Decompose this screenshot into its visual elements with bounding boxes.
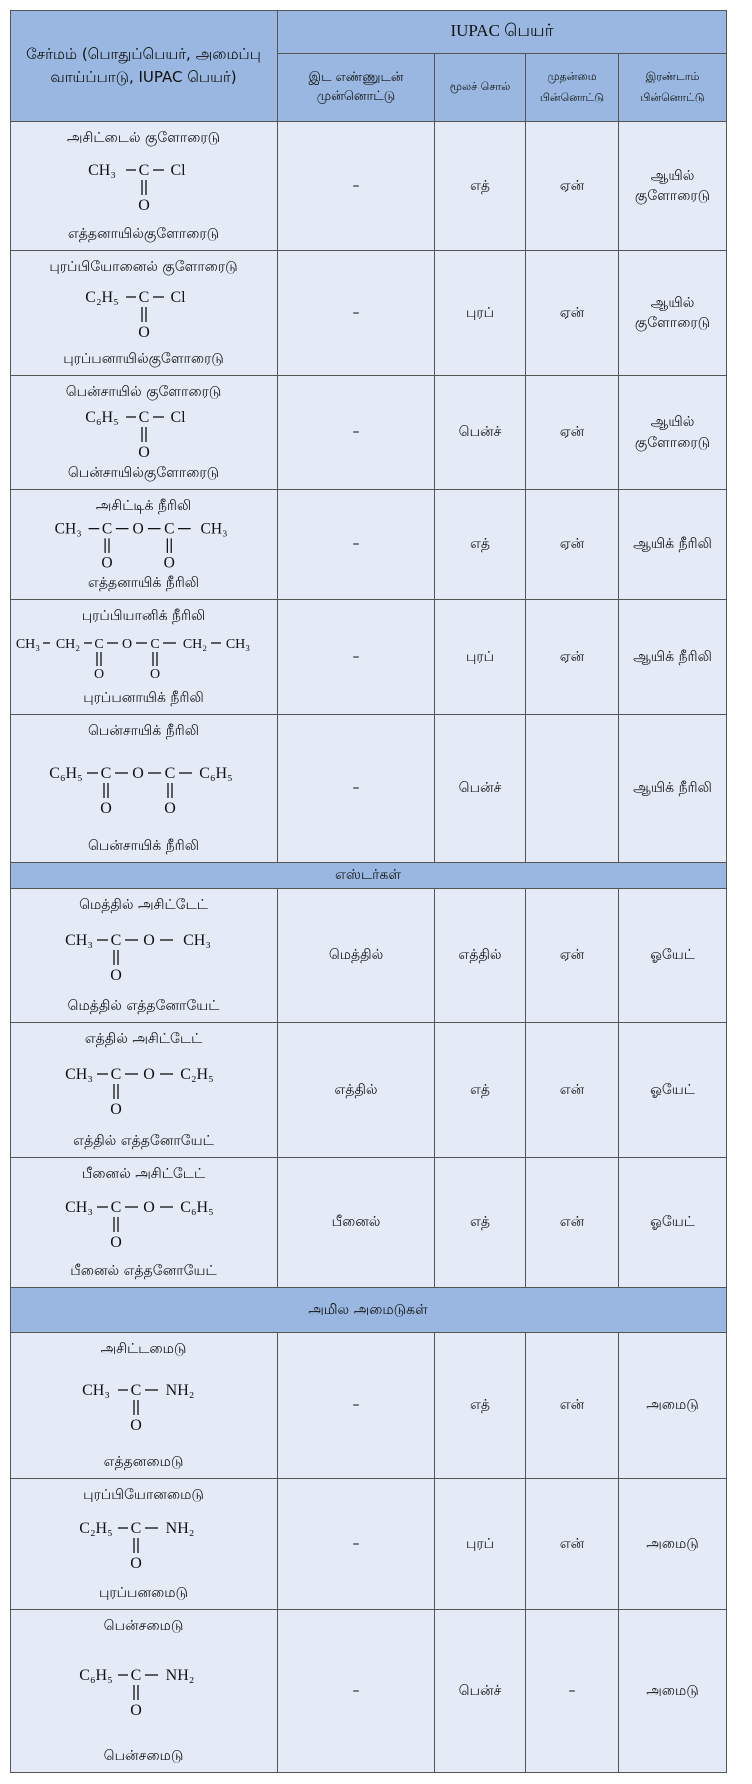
substituent-group: C₆H₅ bbox=[198, 764, 233, 782]
primary-suffix-cell: என் bbox=[526, 1158, 619, 1288]
primary-suffix-cell: என் bbox=[526, 1333, 619, 1479]
common-name: புரப்பியானிக் நீரிலி bbox=[81, 608, 206, 624]
secondary-suffix-cell: ஆயிக் நீரிலி bbox=[619, 600, 727, 715]
substituent-group: C₂H₅ bbox=[84, 289, 119, 306]
root-word-cell: பென்ச் bbox=[435, 1610, 526, 1773]
header-primary-suffix: முதன்மை பின்னொட்டு bbox=[526, 54, 619, 122]
prefix-cell: – bbox=[278, 1610, 435, 1773]
iupac-name: எத்தனாயில்குளோரைடு bbox=[67, 225, 220, 242]
compound-cell bbox=[10, 1158, 278, 1288]
chlorine-atom: Cl bbox=[169, 289, 186, 306]
iupac-name: எத்தில் எத்தனோயேட் bbox=[73, 1132, 214, 1149]
secondary-suffix-cell: ஆயில் குளோரைடு bbox=[619, 376, 727, 490]
header-prefix: இட எண்ணுடன் முன்னொட்டு bbox=[278, 54, 435, 122]
compound-cell bbox=[10, 251, 278, 376]
primary-suffix-cell: ஏன் bbox=[526, 251, 619, 376]
iupac-name: புரப்பனாயில்குளோரைடு bbox=[63, 350, 224, 367]
compound-cell bbox=[10, 1479, 278, 1610]
compound-cell bbox=[10, 600, 278, 715]
structural-formula bbox=[74, 1377, 214, 1435]
compound-cell bbox=[10, 889, 278, 1023]
prefix-cell: பீனைல் bbox=[278, 1158, 435, 1288]
carbon-atom: C bbox=[130, 1667, 141, 1684]
structural-formula bbox=[74, 284, 214, 342]
primary-suffix-cell: என் bbox=[526, 1023, 619, 1158]
oxygen-atom: O bbox=[137, 443, 150, 461]
oxygen-atom: O bbox=[132, 520, 144, 538]
root-word-cell: பென்ச் bbox=[435, 376, 526, 490]
amino-group: NH₂ bbox=[165, 1667, 194, 1684]
oxygen-atom: O bbox=[109, 966, 122, 984]
common-name: பென்சாயிக் நீரிலி bbox=[87, 723, 200, 739]
common-name: மெத்தில் அசிட்டேட் bbox=[79, 897, 208, 913]
oxygen-atom: O bbox=[142, 1066, 155, 1083]
prefix-cell: – bbox=[278, 1479, 435, 1610]
prefix-cell: – bbox=[278, 490, 435, 600]
common-name: எத்தில் அசிட்டேட் bbox=[84, 1031, 203, 1047]
common-name: புரப்பியோனைல் குளோரைடு bbox=[49, 259, 238, 275]
structural-formula bbox=[74, 1515, 214, 1573]
structural-formula bbox=[74, 404, 214, 462]
structural-formula bbox=[59, 1194, 229, 1252]
substituent-group: C₆H₅ bbox=[78, 1667, 113, 1684]
compound-cell bbox=[10, 1023, 278, 1158]
prefix-cell: மெத்தில் bbox=[278, 889, 435, 1023]
iupac-name: பென்சமைடு bbox=[103, 1747, 184, 1764]
secondary-suffix-cell: ஆயிக் நீரிலி bbox=[619, 490, 727, 600]
carbon-atom: C bbox=[110, 931, 121, 949]
oxygen-atom: O bbox=[109, 1233, 122, 1251]
secondary-suffix-cell: ஆயில் குளோரைடு bbox=[619, 122, 727, 251]
chlorine-atom: Cl bbox=[169, 162, 186, 179]
substituent-group: CH₃ bbox=[182, 931, 211, 949]
prefix-cell: – bbox=[278, 715, 435, 863]
substituent-group: CH₃ bbox=[54, 520, 82, 538]
amino-group: NH₂ bbox=[165, 1381, 194, 1399]
chlorine-atom: Cl bbox=[169, 408, 186, 426]
iupac-name: பென்சாயில்குளோரைடு bbox=[67, 464, 220, 481]
common-name: பென்சாயில் குளோரைடு bbox=[65, 384, 222, 400]
oxygen-atom: O bbox=[163, 554, 175, 572]
oxygen-atom: O bbox=[121, 637, 132, 652]
carbon-atom: C bbox=[163, 520, 174, 538]
structural-formula bbox=[59, 927, 229, 985]
carbon-atom: C bbox=[93, 637, 104, 652]
header-iupac-name: IUPAC பெயர் bbox=[278, 10, 727, 54]
structural-formula bbox=[44, 516, 244, 572]
iupac-name: புரப்பனாயிக் நீரிலி bbox=[83, 689, 204, 706]
common-name: பீனைல் அசிட்டேட் bbox=[81, 1166, 206, 1182]
compound-cell bbox=[10, 122, 278, 251]
prefix-cell: – bbox=[278, 251, 435, 376]
root-word-cell: புரப் bbox=[435, 251, 526, 376]
oxygen-atom: O bbox=[129, 1702, 142, 1719]
substituent-group: CH₃ bbox=[64, 1066, 93, 1083]
secondary-suffix-cell: அமைடு bbox=[619, 1479, 727, 1610]
root-word-cell: புரப் bbox=[435, 600, 526, 715]
section-header-esters: எஸ்டர்கள் bbox=[10, 863, 727, 889]
iupac-name: எத்தனாயிக் நீரிலி bbox=[87, 574, 200, 591]
carbon-atom: C bbox=[138, 408, 149, 426]
secondary-suffix-cell: அமைடு bbox=[619, 1610, 727, 1773]
root-word-cell: எத் bbox=[435, 122, 526, 251]
substituent-group: C₂H₅ bbox=[179, 1066, 214, 1083]
root-word-cell: எத் bbox=[435, 1023, 526, 1158]
structural-formula bbox=[14, 632, 274, 682]
oxygen-atom: O bbox=[137, 197, 150, 214]
primary-suffix-cell bbox=[526, 715, 619, 863]
carbon-atom: C bbox=[138, 162, 149, 179]
amino-group: NH₂ bbox=[165, 1520, 194, 1537]
primary-suffix-cell: – bbox=[526, 1610, 619, 1773]
primary-suffix-cell: ஏன் bbox=[526, 122, 619, 251]
iupac-name: புரப்பனமைடு bbox=[98, 1584, 189, 1601]
oxygen-atom: O bbox=[129, 1555, 142, 1572]
header-compound: சேர்மம் (பொதுப்பெயர், அமைப்பு வாய்ப்பாடு, IUPAC பெயர்) bbox=[10, 10, 278, 122]
root-word-cell: எத் bbox=[435, 490, 526, 600]
compound-cell bbox=[10, 376, 278, 490]
prefix-cell: – bbox=[278, 600, 435, 715]
primary-suffix-cell: ஏன் bbox=[526, 600, 619, 715]
compound-cell bbox=[10, 1610, 278, 1773]
substituent-group: CH₃ bbox=[15, 637, 40, 652]
prefix-cell: – bbox=[278, 122, 435, 251]
iupac-name: பென்சாயிக் நீரிலி bbox=[87, 837, 200, 854]
root-word-cell: எத்தில் bbox=[435, 889, 526, 1023]
header-root-word: மூலச் சொல் bbox=[435, 54, 526, 122]
oxygen-atom: O bbox=[142, 1198, 155, 1216]
secondary-suffix-cell: ஆயிக் நீரிலி bbox=[619, 715, 727, 863]
substituent-group: CH₃ bbox=[64, 931, 93, 949]
oxygen-atom: O bbox=[93, 667, 104, 682]
nomenclature-table bbox=[10, 10, 727, 1773]
root-word-cell: எத் bbox=[435, 1333, 526, 1479]
root-word-cell: பென்ச் bbox=[435, 715, 526, 863]
iupac-name: மெத்தில் எத்தனோயேட் bbox=[67, 997, 220, 1014]
compound-cell bbox=[10, 715, 278, 863]
secondary-suffix-cell: ஓயேட் bbox=[619, 1023, 727, 1158]
carbon-atom: C bbox=[164, 764, 175, 782]
substituent-group: CH₂ bbox=[182, 637, 207, 652]
substituent-group: CH₃ bbox=[81, 1381, 110, 1399]
substituent-group: CH₃ bbox=[225, 637, 250, 652]
prefix-cell: – bbox=[278, 1333, 435, 1479]
carbon-atom: C bbox=[130, 1520, 141, 1537]
compound-cell bbox=[10, 1333, 278, 1479]
oxygen-atom: O bbox=[99, 799, 112, 817]
secondary-suffix-cell: அமைடு bbox=[619, 1333, 727, 1479]
common-name: அசிட்டைல் குளோரைடு bbox=[66, 130, 221, 146]
structural-formula bbox=[59, 1061, 229, 1119]
root-word-cell: புரப் bbox=[435, 1479, 526, 1610]
substituent-group: C₆H₅ bbox=[48, 764, 83, 782]
oxygen-atom: O bbox=[142, 931, 155, 949]
common-name: அசிட்டமைடு bbox=[100, 1341, 187, 1357]
structural-formula bbox=[74, 1662, 214, 1720]
carbon-atom: C bbox=[110, 1066, 121, 1083]
compound-cell bbox=[10, 490, 278, 600]
carbon-atom: C bbox=[149, 637, 160, 652]
prefix-cell: எத்தில் bbox=[278, 1023, 435, 1158]
substituent-group: CH₃ bbox=[87, 162, 116, 179]
iupac-name: எத்தனமைடு bbox=[103, 1453, 184, 1470]
structural-formula bbox=[44, 760, 244, 818]
secondary-suffix-cell: ஆயில் குளோரைடு bbox=[619, 251, 727, 376]
carbon-atom: C bbox=[101, 520, 112, 538]
substituent-group: CH₂ bbox=[55, 637, 80, 652]
substituent-group: CH₃ bbox=[200, 520, 228, 538]
prefix-cell: – bbox=[278, 376, 435, 490]
oxygen-atom: O bbox=[109, 1101, 122, 1118]
header-secondary-suffix: இரண்டாம் பின்னொட்டு bbox=[619, 54, 727, 122]
oxygen-atom: O bbox=[137, 324, 150, 341]
oxygen-atom: O bbox=[149, 667, 160, 682]
substituent-group: C₆H₅ bbox=[84, 408, 119, 426]
common-name: பென்சமைடு bbox=[103, 1618, 184, 1634]
secondary-suffix-cell: ஓயேட் bbox=[619, 1158, 727, 1288]
substituent-group: C₂H₅ bbox=[78, 1520, 113, 1537]
section-header-amides: அமில அமைடுகள் bbox=[10, 1288, 727, 1333]
primary-suffix-cell: என் bbox=[526, 1479, 619, 1610]
common-name: அசிட்டிக் நீரிலி bbox=[95, 498, 192, 514]
oxygen-atom: O bbox=[100, 554, 113, 572]
carbon-atom: C bbox=[138, 289, 149, 306]
carbon-atom: C bbox=[130, 1381, 141, 1399]
oxygen-atom: O bbox=[129, 1416, 142, 1434]
structural-formula bbox=[74, 157, 214, 215]
primary-suffix-cell: ஏன் bbox=[526, 889, 619, 1023]
root-word-cell: எத் bbox=[435, 1158, 526, 1288]
secondary-suffix-cell: ஓயேட் bbox=[619, 889, 727, 1023]
oxygen-atom: O bbox=[163, 799, 176, 817]
primary-suffix-cell: ஏன் bbox=[526, 490, 619, 600]
common-name: புரப்பியோனமைடு bbox=[83, 1487, 204, 1503]
primary-suffix-cell: ஏன் bbox=[526, 376, 619, 490]
carbon-atom: C bbox=[110, 1198, 121, 1216]
carbon-atom: C bbox=[100, 764, 111, 782]
iupac-name: பீனைல் எத்தனோயேட் bbox=[70, 1262, 217, 1279]
substituent-group: C₆H₅ bbox=[179, 1198, 214, 1216]
substituent-group: CH₃ bbox=[64, 1198, 93, 1216]
oxygen-atom: O bbox=[131, 764, 144, 782]
